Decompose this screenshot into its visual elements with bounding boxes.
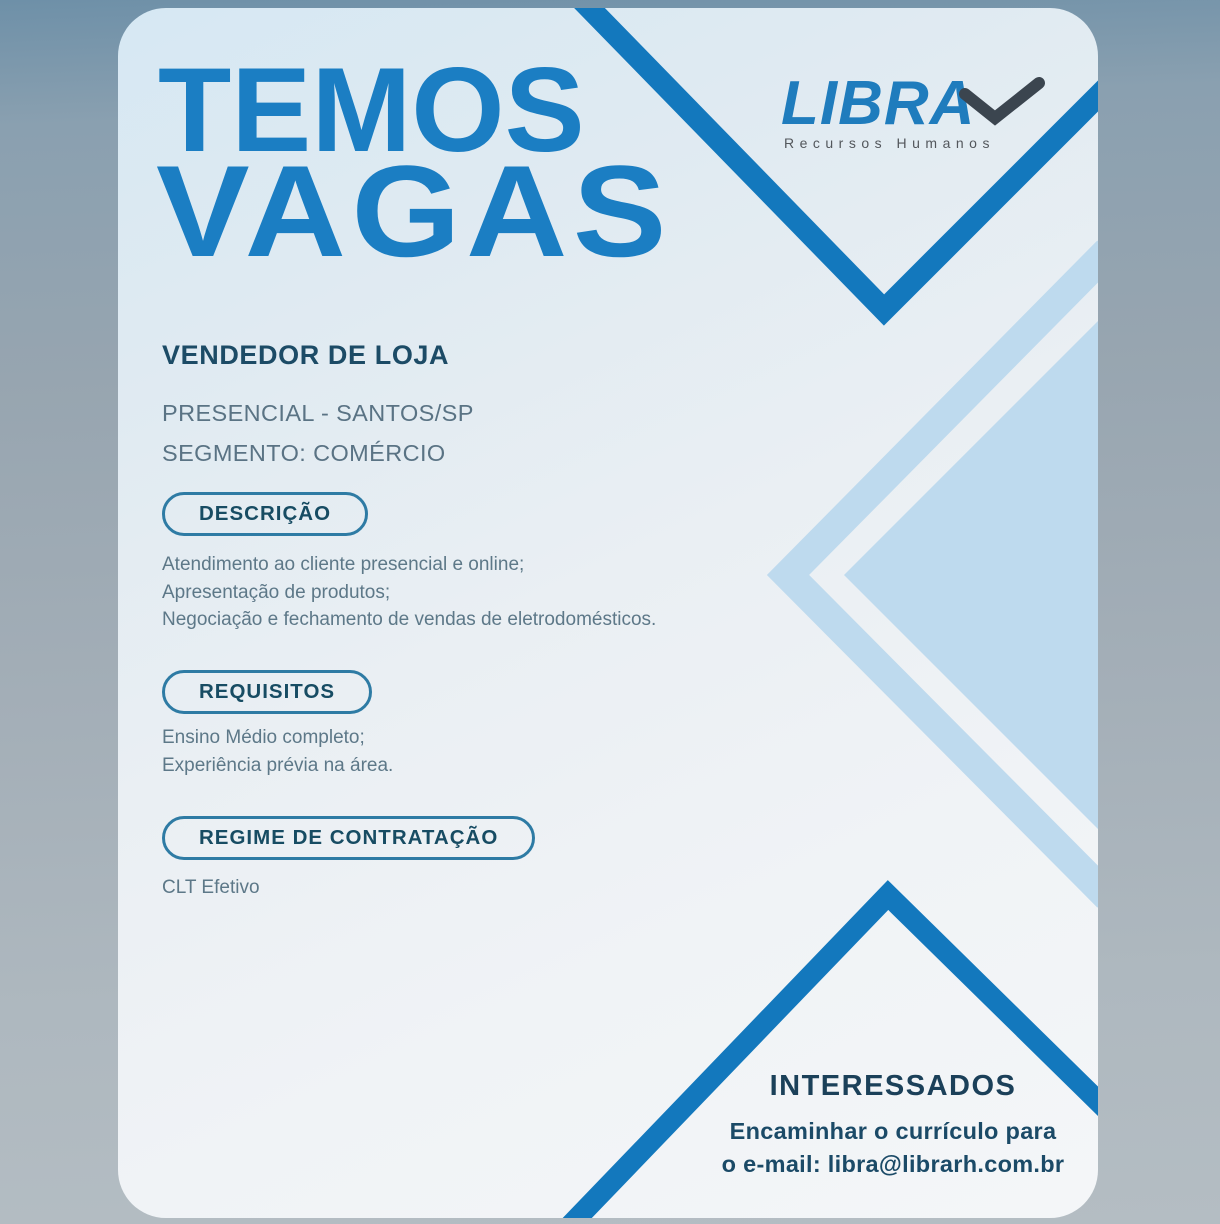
- requirement-line: Experiência prévia na área.: [162, 754, 394, 776]
- footer-line1: Encaminhar o currículo para: [729, 1118, 1057, 1144]
- description-line: Negociação e fechamento de vendas de eletrodomésticos.: [162, 609, 657, 630]
- footer-email-line: o e-mail: libra@librarh.com.br: [721, 1151, 1065, 1177]
- headline-line2: VAGAS: [156, 138, 672, 284]
- headline-line1: TEMOS: [158, 43, 585, 177]
- requirement-line: Ensino Médio completo;: [162, 727, 365, 748]
- section-descricao-text: [162, 551, 656, 634]
- section-regime-text: [162, 874, 260, 902]
- section-pill-descricao: DESCRIÇÃO: [162, 492, 368, 536]
- flyer-card: [118, 8, 1098, 1218]
- section-pill-regime: REGIME DE CONTRATAÇÃO: [162, 816, 535, 860]
- job-segment: SEGMENTO: COMÉRCIO: [162, 440, 446, 466]
- logo-checkmark-icon: [763, 68, 1073, 178]
- footer-contact-block: [653, 1070, 1098, 1181]
- libra-logo: [763, 68, 1073, 178]
- description-line: Atendimento ao cliente presencial e online;: [162, 554, 525, 575]
- logo-wordmark: LIBRA: [781, 69, 976, 138]
- regime-line: CLT Efetivo: [162, 877, 260, 898]
- footer-instructions: [653, 1115, 1098, 1181]
- description-line: Apresentação de produtos;: [162, 581, 391, 603]
- footer-heading: INTERESSADOS: [769, 1070, 1017, 1102]
- logo-subtitle: Recursos Humanos: [784, 135, 995, 151]
- job-title: VENDEDOR DE LOJA: [162, 340, 450, 370]
- section-requisitos-text: [162, 724, 393, 779]
- section-pill-requisitos: REQUISITOS: [162, 670, 372, 714]
- job-mode-location: PRESENCIAL - SANTOS/SP: [162, 400, 474, 426]
